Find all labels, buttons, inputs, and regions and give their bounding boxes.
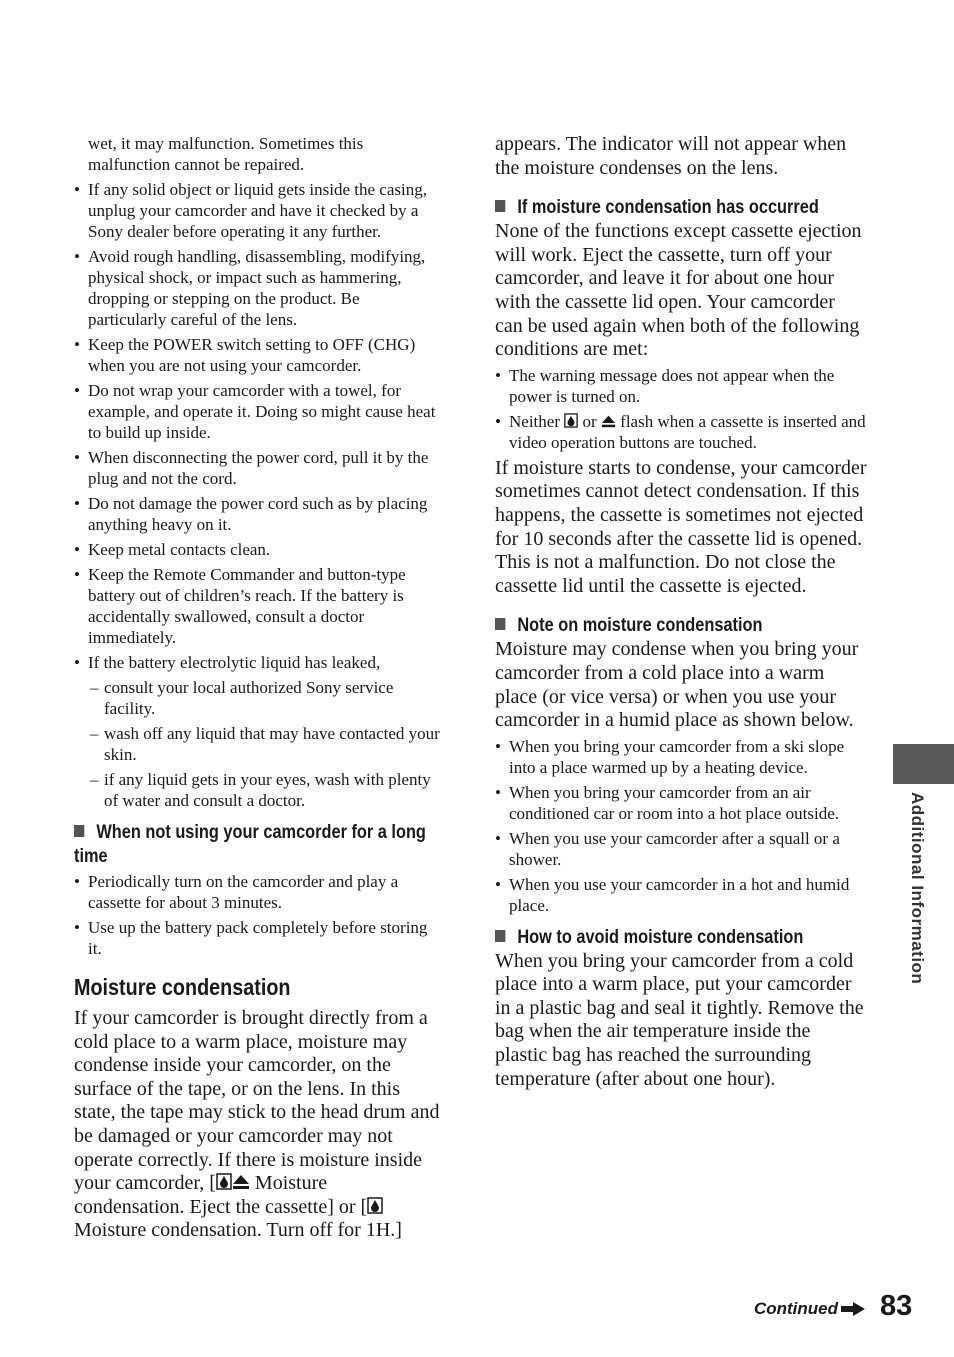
note-heading: Note on moisture condensation: [495, 614, 866, 638]
situations-list: [495, 736, 867, 916]
heading-square-icon: [495, 618, 505, 630]
occurred-paragraph: None of the functions except cassette ejection will work. Eject the cassette, turn off your camcorder, and leave it for about one hour with the cassette lid open. Your camcorder can be used again when both of the following conditions are met:: [495, 220, 862, 361]
note-paragraph: Moisture may condense when you bring your camcorder from a cold place into a warm place (or vice versa) or when you use your camcorder in a humid place as shown below.: [495, 638, 859, 732]
sub-list-item: – consult your local authorized Sony service facility.: [74, 677, 442, 719]
list-item: • Keep metal contacts clean.: [74, 539, 442, 560]
list-item: • Neither or flash when a cassette is inserted and video operation buttons are touched.: [495, 411, 867, 453]
moisture-heading: Moisture condensation: [74, 974, 291, 1000]
list-item: • If the battery electrolytic liquid has leaked,: [74, 652, 442, 673]
list-item: • The warning message does not appear when the power is turned on.: [495, 365, 867, 407]
moisture-paragraph: If your camcorder is brought directly from a cold place to a warm place, moisture may condense inside your camcorder, on the surface of the tape, or on the lens. In this state, the tape may stick to the head drum and be damaged or your camcorder may not operate correctly. If there is moisture inside your camcorder, [ Moisture condensation. Eject the cassette] or [ Moisture condensation. Turn off for 1H.]: [74, 1007, 440, 1242]
section-tab-label: Additional Information: [908, 792, 927, 985]
list-item: • When disconnecting the power cord, pull it by the plug and not the cord.: [74, 447, 442, 489]
list-item: • Periodically turn on the camcorder and play a cassette for about 3 minutes.: [74, 871, 442, 913]
right-arrow-icon: [841, 1302, 865, 1316]
heading-square-icon: [74, 825, 84, 837]
page-footer: [700, 1288, 913, 1328]
avoid-heading: How to avoid moisture condensation: [495, 926, 866, 950]
sub-list-item: – wash off any liquid that may have contacted your skin.: [74, 723, 442, 765]
sub-list-item: – if any liquid gets in your eyes, wash with plenty of water and consult a doctor.: [74, 769, 442, 811]
eject-icon: [232, 1173, 250, 1190]
long-time-list: [74, 871, 442, 959]
list-item: • Do not wrap your camcorder with a towel, for example, and operate it. Doing so might cause heat to build up inside.: [74, 380, 442, 443]
list-item: • Use up the battery pack completely before storing it.: [74, 917, 442, 959]
paragraph-continuation: appears. The indicator will not appear when the moisture condenses on the lens.: [495, 133, 847, 179]
long-time-heading: When not using your camcorder for a long time: [74, 822, 426, 867]
moisture-drop-icon: [564, 413, 578, 428]
list-item: • Avoid rough handling, disassembling, modifying, physical shock, or impact such as hammering, dropping or stepping on the product. Be particularly careful of the lens.: [74, 246, 442, 330]
list-item: • Keep the Remote Commander and button-type battery out of children’s reach. If the battery is accidentally swallowed, consult a doctor immediately.: [74, 564, 442, 648]
list-item: • When you use your camcorder in a hot and humid place.: [495, 874, 867, 916]
left-column: [74, 133, 442, 1243]
list-item: • If any solid object or liquid gets inside the casing, unplug your camcorder and have it checked by a Sony dealer before operating it any further.: [74, 179, 442, 242]
list-item: • Keep the POWER switch setting to OFF (CHG) when you are not using your camcorder.: [74, 334, 442, 376]
heading-square-icon: [495, 200, 505, 212]
eject-icon: [601, 414, 616, 428]
right-column: [495, 133, 867, 1091]
conditions-list: [495, 365, 867, 453]
detect-paragraph: If moisture starts to condense, your camcorder sometimes cannot detect condensation. If this happens, the cassette is sometimes not ejected for 10 seconds after the cassette lid is opened. This is not a malfunction. Do not close the cassette lid until the cassette is ejected.: [495, 456, 867, 597]
leak-sub-list: [74, 677, 442, 811]
list-item: • When you use your camcorder after a squall or a shower.: [495, 828, 867, 870]
continued-label: Continued: [753, 1299, 838, 1318]
moisture-drop-icon: [367, 1197, 383, 1214]
page-number: 83: [880, 1290, 913, 1322]
paragraph-continuation: wet, it may malfunction. Sometimes this malfunction cannot be repaired.: [88, 134, 364, 174]
precautions-list: [74, 179, 442, 673]
moisture-drop-icon: [216, 1173, 232, 1190]
heading-square-icon: [495, 930, 505, 942]
list-item: • Do not damage the power cord such as by placing anything heavy on it.: [74, 493, 442, 535]
avoid-paragraph: When you bring your camcorder from a cold place into a warm place, put your camcorder in a plastic bag and seal it tightly. Remove the bag when the air temperature inside the plastic bag has reached the surrounding temperature (after about one hour).: [495, 949, 864, 1090]
occurred-heading: If moisture condensation has occurred: [495, 196, 866, 220]
section-tab: [893, 744, 954, 784]
list-item: • When you bring your camcorder from a ski slope into a place warmed up by a heating device.: [495, 736, 867, 778]
list-item: • When you bring your camcorder from an air conditioned car or room into a hot place outside.: [495, 782, 867, 824]
